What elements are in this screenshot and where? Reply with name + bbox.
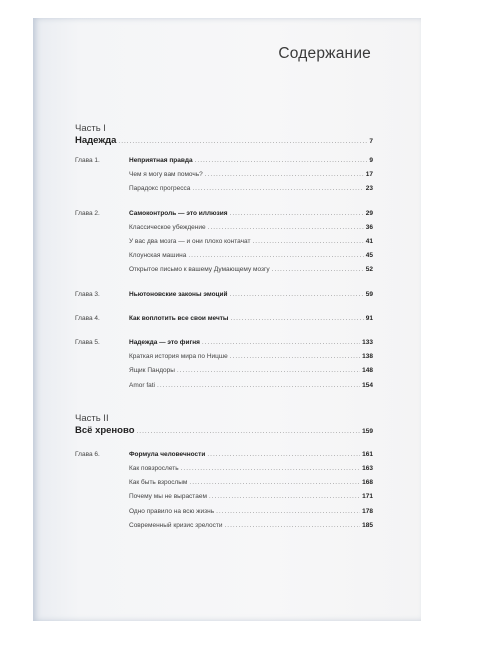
dot-leader: [192, 182, 363, 196]
page-number: 41: [365, 238, 373, 246]
dot-leader: [195, 154, 368, 168]
dot-leader: [188, 249, 363, 263]
dot-leader: [209, 490, 360, 504]
dot-leader: [252, 235, 363, 249]
section-title: Как повзрослеть: [129, 465, 179, 473]
dot-leader: [157, 379, 360, 393]
section-entry: [75, 168, 373, 182]
page-number: 154: [362, 381, 373, 389]
section-title: У вас два мозга — и они плохо контачат: [129, 238, 251, 246]
dot-leader: [272, 263, 364, 277]
section-entry: [75, 350, 373, 364]
chapter-title: Ньютоновские законы эмоций: [129, 290, 228, 298]
section-title: Как быть взрослым: [129, 479, 188, 487]
dot-leader: [181, 462, 361, 476]
table-of-contents: [75, 123, 373, 533]
section-entry: [75, 249, 373, 263]
section-title: Одно правило на всю жизнь: [129, 507, 215, 515]
page-number: 138: [362, 353, 373, 361]
dot-leader: [205, 168, 364, 182]
section-entry: [75, 476, 373, 490]
chapter-entry: [75, 207, 373, 221]
page-number: 91: [365, 314, 373, 322]
page-number: 148: [362, 367, 373, 375]
page-number: 52: [365, 266, 373, 274]
section-title: Краткая история мира по Ницше: [129, 353, 228, 361]
chapter-title: Самоконтроль — это иллюзия: [129, 209, 228, 217]
part-title: Надежда: [75, 135, 117, 146]
page-number: 45: [365, 252, 373, 260]
section-title: Парадокс прогресса: [129, 185, 191, 193]
dot-leader: [202, 336, 360, 350]
dot-leader: [230, 312, 363, 326]
page-number: 171: [362, 493, 373, 501]
dot-leader: [208, 221, 364, 235]
page-number: 7: [369, 138, 373, 145]
section-entry: [75, 364, 373, 378]
chapter-entry: [75, 336, 373, 350]
section-title: Чем я могу вам помочь?: [129, 171, 203, 179]
dot-leader: [177, 364, 360, 378]
chapter-entry: [75, 312, 373, 326]
part-label: Часть II: [75, 412, 109, 424]
chapter-label: Глава 2.: [75, 209, 100, 217]
chapter-entry: [75, 154, 373, 168]
dot-leader: [230, 207, 364, 221]
section-entry: [75, 182, 373, 196]
book-page: [33, 18, 421, 621]
dot-leader: [230, 288, 364, 302]
section-entry: [75, 490, 373, 504]
page-number: 161: [362, 450, 373, 458]
section-title: Современный кризис зрелости: [129, 521, 223, 529]
page-number: 159: [362, 427, 373, 435]
section-entry: [75, 263, 373, 277]
page-number: 23: [365, 185, 373, 193]
dot-leader: [189, 476, 360, 490]
dot-leader: [216, 505, 360, 519]
section-title: Открытое письмо к вашему Думающему мозгу: [129, 266, 270, 274]
chapter-title: Как воплотить все свои мечты: [129, 314, 229, 322]
chapter-title: Неприятная правда: [129, 157, 193, 164]
page-number: 59: [365, 290, 373, 298]
part-title-row: [75, 135, 373, 148]
page-number: 178: [362, 507, 373, 515]
chapter-label: Глава 1.: [75, 157, 100, 164]
part-label: Часть I: [75, 123, 106, 134]
section-title: Клоунская машина: [129, 252, 187, 260]
page-number: 36: [365, 223, 373, 231]
part-title: Всё хреново: [75, 424, 135, 436]
chapter-entry: [75, 288, 373, 302]
section-entry: [75, 221, 373, 235]
section-entry: [75, 235, 373, 249]
page-number: 163: [362, 465, 373, 473]
page-number: 29: [365, 209, 373, 217]
chapter-label: Глава 4.: [75, 314, 100, 322]
page-number: 185: [362, 521, 373, 529]
section-title: Amor fati: [129, 381, 156, 389]
dot-leader: [230, 350, 360, 364]
page-number: 168: [362, 479, 373, 487]
dot-leader: [207, 448, 360, 462]
chapter-label: Глава 5.: [75, 339, 100, 347]
section-entry: [75, 505, 373, 519]
section-title: Классическое убеждение: [129, 223, 206, 231]
dot-leader: [224, 519, 360, 533]
chapter-title: Надежда — это фигня: [129, 339, 200, 347]
section-entry: [75, 462, 373, 476]
chapter-label: Глава 6.: [75, 450, 100, 458]
chapter-label: Глава 3.: [75, 290, 100, 298]
part-title-row: [75, 425, 373, 438]
dot-leader: [137, 426, 361, 438]
section-entry: [75, 379, 373, 393]
page-number: 17: [365, 171, 373, 179]
section-entry: [75, 519, 373, 533]
chapter-title: Формула человечности: [129, 450, 206, 458]
section-title: Ящик Пандоры: [129, 367, 175, 375]
page-title: Содержание: [278, 45, 371, 62]
page-number: 9: [369, 157, 373, 164]
page-number: 133: [362, 339, 373, 347]
section-title: Почему мы не вырастаем: [129, 493, 207, 501]
chapter-entry: [75, 448, 373, 462]
dot-leader: [118, 136, 367, 148]
